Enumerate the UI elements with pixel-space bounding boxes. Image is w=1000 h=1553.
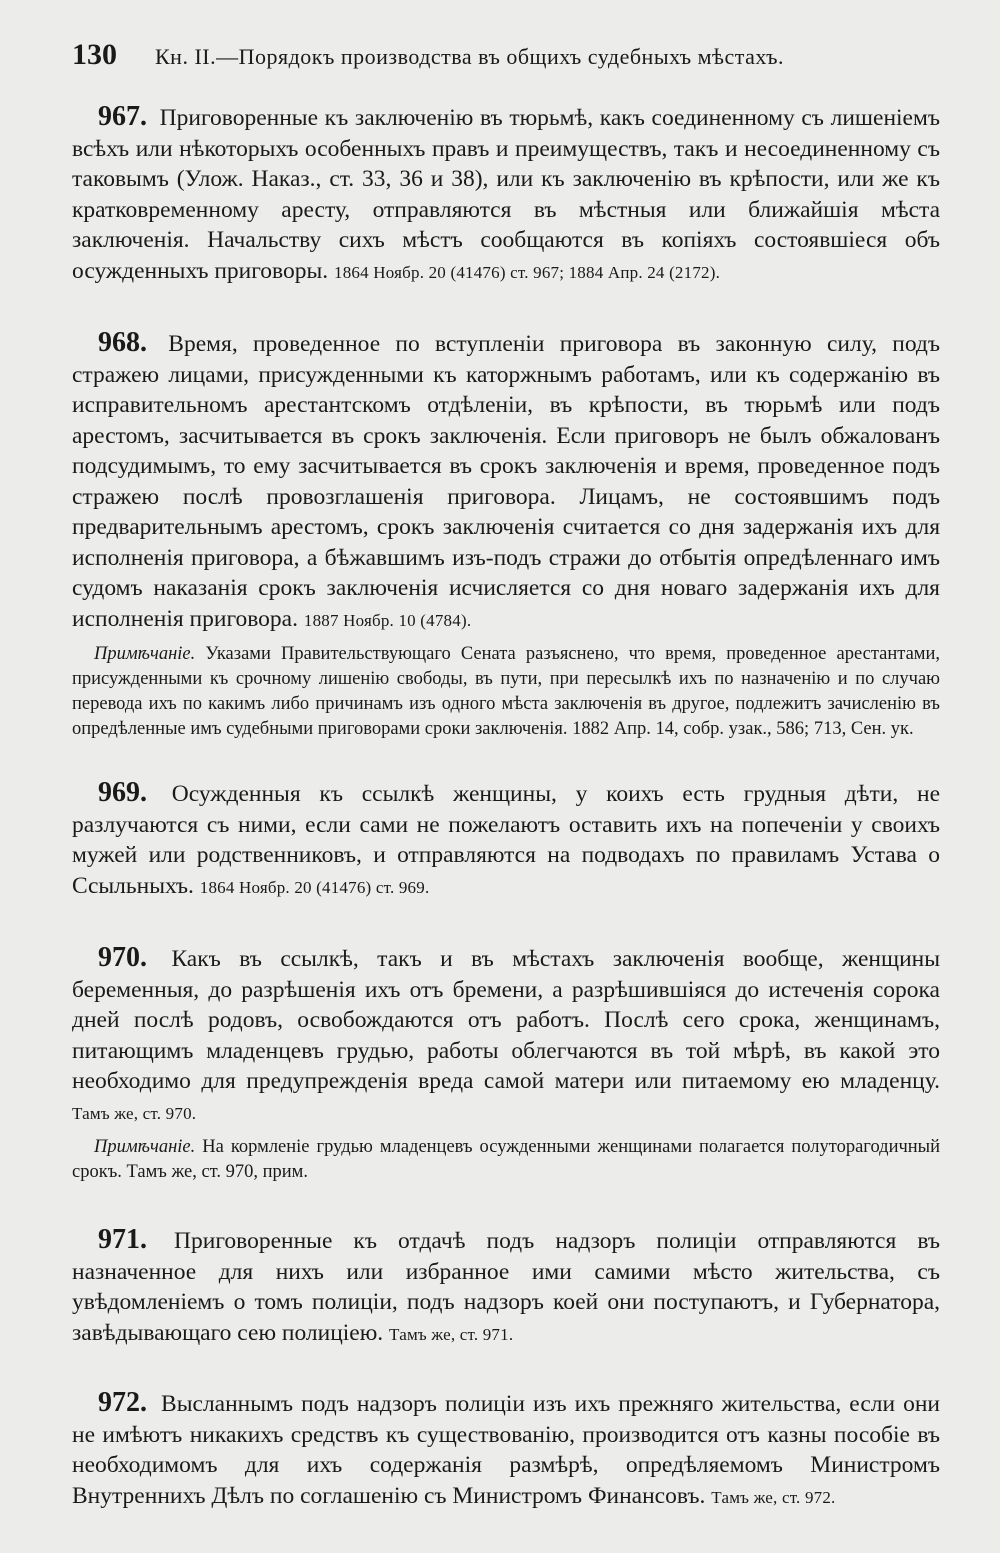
article-text: Приговоренные къ отдачѣ подъ надзоръ полиціи отправляются въ назначенное для нихъ или избранное ими самими мѣсто жительства, съ увѣдомленіемъ о томъ полиціи, подъ надзоръ коей они поступаютъ, и Губернатора, завѣдывающаго сею полиціею.	[72, 1228, 940, 1346]
article-citation: 1864 Ноябр. 20 (41476) ст. 969.	[199, 877, 430, 897]
article-text: Время, проведенное по вступленіи приговора въ законную силу, подъ стражею лицами, присужденными къ каторжнымъ работамъ, или къ содержанію въ исправительномъ арестантскомъ отдѣленіи, въ крѣпости, въ тюрьмѣ или подъ арестомъ, засчитывается въ срокъ заключенія. Если приговоръ не былъ обжалованъ подсудимымъ, то ему засчитывается въ срокъ заключенія и время, проведенное подъ стражею послѣ провозглашенія приговора. Лицамъ, не состоявшимъ подъ предварительнымъ арестомъ, срокъ заключенія считается со дня задержанія ихъ для исполненія приговора, а бѣжавшимъ изъ-подъ стражи до отбытія опредѣленнаго имъ судомъ наказанія срокъ заключенія исчисляется со дня новаго задержанія ихъ для исполненія приговора.	[72, 331, 941, 632]
note-text: Указами Правительствующаго Сената разъяснено, что время, проведенное арестантами, присужденными къ срочному лишенію свободы, въ пути, при пересылкѣ ихъ по назначенію и по случаю перевода ихъ по какимъ либо причинамъ изъ одного мѣста заключенія въ другое, подлежитъ зачисленію въ опредѣленные имъ судебными приговорами сроки заключенія. 1882 Апр. 14, собр. узак., 586; 713, Сен. ук.	[72, 644, 941, 739]
note-label: Примѣчаніе.	[94, 1137, 196, 1157]
article-972	[72, 1388, 940, 1513]
article-text: Какъ въ ссылкѣ, такъ и въ мѣстахъ заключенія вообще, женщины беременныя, до разрѣшенія ихъ отъ бремени, а разрѣшившіяся до истеченія сорока дней послѣ родовъ, освобождаются отъ работъ. Послѣ сего срока, женщинамъ, питающимъ младенцевъ грудью, работы облегчаются въ той мѣрѣ, въ какой это необходимо для предупрежденія вреда самой матери или питаемому ею младенцу.	[72, 946, 941, 1094]
article-number: 969.	[98, 777, 147, 808]
article-971	[72, 1225, 940, 1350]
article-text: Высланнымъ подъ надзоръ полиціи изъ ихъ прежняго жительства, если они не имѣютъ никакихъ средствъ къ существованію, производится отъ казны пособіе въ необходимомъ для ихъ содержанія размѣрѣ, опредѣляемомъ Министромъ Внутреннихъ Дѣлъ по соглашенію съ Министромъ Финансовъ.	[72, 1391, 940, 1509]
article-citation: 1887 Ноябр. 10 (4784).	[303, 610, 472, 630]
running-title: Кн. II.—Порядокъ производства въ общихъ судебныхъ мѣстахъ.	[155, 44, 784, 69]
article-968-note	[72, 642, 940, 742]
article-citation: 1864 Ноябр. 20 (41476) ст. 967; 1884 Апр. 24 (2172).	[334, 262, 721, 282]
article-970-note	[72, 1135, 940, 1185]
page-number: 130	[72, 38, 117, 71]
article-number: 968.	[98, 327, 147, 358]
article-text: Приговоренные къ заключенію въ тюрьмѣ, какъ соединенному съ лишеніемъ всѣхъ или нѣкоторыхъ особенныхъ правъ и преимуществъ, такъ и несоединенному съ таковымъ (Улож. Наказ., ст. 33, 36 и 38), или къ заключенію въ крѣпости, или же къ кратковременному аресту, отправляются въ мѣстныя или ближайшія мѣста заключенія. Начальству сихъ мѣстъ сообщаются въ копіяхъ состоявшіеся объ осужденныхъ приговоры.	[72, 105, 941, 284]
note-text: На кормленіе грудью младенцевъ осужденными женщинами полагается полуторагодичный срокъ. Тамъ же, ст. 970, прим.	[72, 1137, 941, 1182]
page-header	[72, 38, 940, 72]
article-number: 972.	[98, 1387, 147, 1418]
article-969	[72, 778, 940, 903]
article-968	[72, 328, 940, 636]
article-citation: Тамъ же, ст. 972.	[711, 1487, 836, 1507]
article-citation: Тамъ же, ст. 970.	[72, 1103, 197, 1123]
article-number: 971.	[98, 1224, 147, 1255]
article-number: 967.	[98, 101, 147, 132]
article-number: 970.	[98, 942, 147, 973]
article-text: Осужденныя къ ссылкѣ женщины, у коихъ есть грудныя дѣти, не разлучаются съ ними, если сами не пожелаютъ оставить ихъ на попеченіи у своихъ мужей или родственниковъ, и отправляются на подводахъ по правиламъ Устава о Ссыльныхъ.	[72, 781, 940, 899]
note-label: Примѣчаніе.	[94, 644, 196, 664]
article-citation: Тамъ же, ст. 971.	[389, 1324, 514, 1344]
article-967	[72, 102, 940, 288]
article-970	[72, 943, 940, 1129]
